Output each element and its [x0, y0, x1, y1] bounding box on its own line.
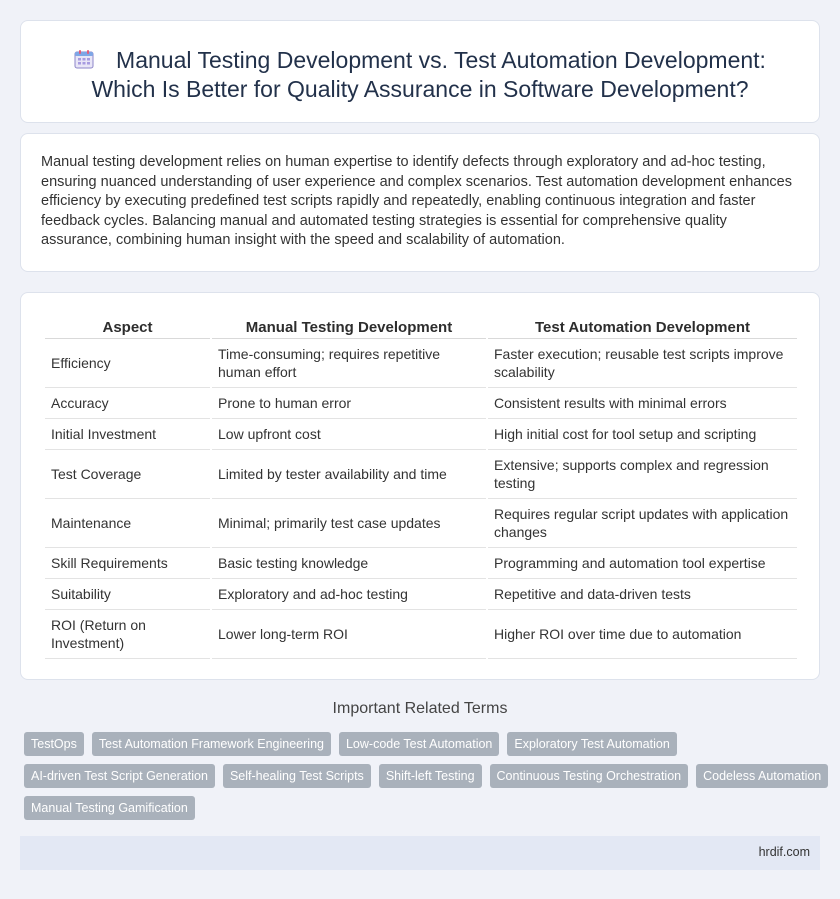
table-cell: Programming and automation tool expertise — [488, 548, 797, 579]
tag-ai-driven-test-script-generation[interactable]: AI-driven Test Script Generation — [24, 764, 215, 788]
table-cell: Test Coverage — [45, 450, 210, 499]
comparison-card — [20, 292, 820, 680]
related-terms-heading: Important Related Terms — [332, 700, 508, 717]
table-cell: Basic testing knowledge — [212, 548, 486, 579]
table-cell: Initial Investment — [45, 419, 210, 450]
tag-low-code-test-automation[interactable]: Low-code Test Automation — [339, 732, 499, 756]
table-cell: High initial cost for tool setup and scripting — [488, 419, 797, 450]
calendar-icon — [74, 49, 94, 69]
table-cell: Efficiency — [45, 339, 210, 388]
tag-row — [24, 764, 824, 796]
table-cell: Accuracy — [45, 388, 210, 419]
footer — [20, 836, 820, 870]
related-terms-list — [24, 732, 824, 828]
tag-self-healing-test-scripts[interactable]: Self-healing Test Scripts — [223, 764, 371, 788]
intro-paragraph: Manual testing development relies on human expertise to identify defects through exploratory and ad-hoc testing, ensuring nuanced understanding of user experience and complex scenarios. Test automation development enhances efficiency by executing predefined test scripts rapidly and repeatedly, enabling continuous integration and faster feedback cycles. Balancing manual and automated testing strategies is essential for comprehensive quality assurance, combining human insight with the speed and scalability of automation. — [41, 154, 792, 248]
table-row — [45, 499, 797, 548]
table-cell: Time-consuming; requires repetitive human effort — [212, 339, 486, 388]
tag-row — [24, 732, 824, 764]
page-title-text: Manual Testing Development vs. Test Automation Development: Which Is Better for Quality Assurance in Software Development? — [91, 47, 766, 102]
table-cell: Maintenance — [45, 499, 210, 548]
table-cell: ROI (Return on Investment) — [45, 610, 210, 659]
table-cell: Requires regular script updates with application changes — [488, 499, 797, 548]
table-row — [45, 579, 797, 610]
table-cell: Prone to human error — [212, 388, 486, 419]
tag-row — [24, 796, 824, 828]
table-cell: Limited by tester availability and time — [212, 450, 486, 499]
intro-card — [20, 133, 820, 272]
column-header-manual: Manual Testing Development — [212, 315, 486, 339]
tag-shift-left-testing[interactable]: Shift-left Testing — [379, 764, 482, 788]
table-row — [45, 610, 797, 659]
table-cell: Suitability — [45, 579, 210, 610]
table-cell: Faster execution; reusable test scripts improve scalability — [488, 339, 797, 388]
page-title — [41, 46, 799, 104]
table-row — [45, 388, 797, 419]
column-header-aspect: Aspect — [45, 315, 210, 339]
table-cell: Exploratory and ad-hoc testing — [212, 579, 486, 610]
title-card — [20, 20, 820, 123]
table-cell: Extensive; supports complex and regression testing — [488, 450, 797, 499]
table-cell: Low upfront cost — [212, 419, 486, 450]
tag-continuous-testing-orchestration[interactable]: Continuous Testing Orchestration — [490, 764, 689, 788]
table-row — [45, 450, 797, 499]
tag-codeless-automation[interactable]: Codeless Automation — [696, 764, 828, 788]
table-cell: Repetitive and data-driven tests — [488, 579, 797, 610]
table-row — [45, 548, 797, 579]
comparison-table — [43, 315, 799, 659]
tag-manual-testing-gamification[interactable]: Manual Testing Gamification — [24, 796, 195, 820]
column-header-automation: Test Automation Development — [488, 315, 797, 339]
table-cell: Minimal; primarily test case updates — [212, 499, 486, 548]
table-cell: Consistent results with minimal errors — [488, 388, 797, 419]
tag-test-automation-framework-engineering[interactable]: Test Automation Framework Engineering — [92, 732, 331, 756]
table-cell: Higher ROI over time due to automation — [488, 610, 797, 659]
footer-site-link[interactable]: hrdif.com — [758, 845, 810, 859]
table-cell: Lower long-term ROI — [212, 610, 486, 659]
table-header-row — [45, 315, 797, 339]
tag-testops[interactable]: TestOps — [24, 732, 84, 756]
table-cell: Skill Requirements — [45, 548, 210, 579]
tag-exploratory-test-automation[interactable]: Exploratory Test Automation — [507, 732, 676, 756]
table-row — [45, 339, 797, 388]
table-row — [45, 419, 797, 450]
